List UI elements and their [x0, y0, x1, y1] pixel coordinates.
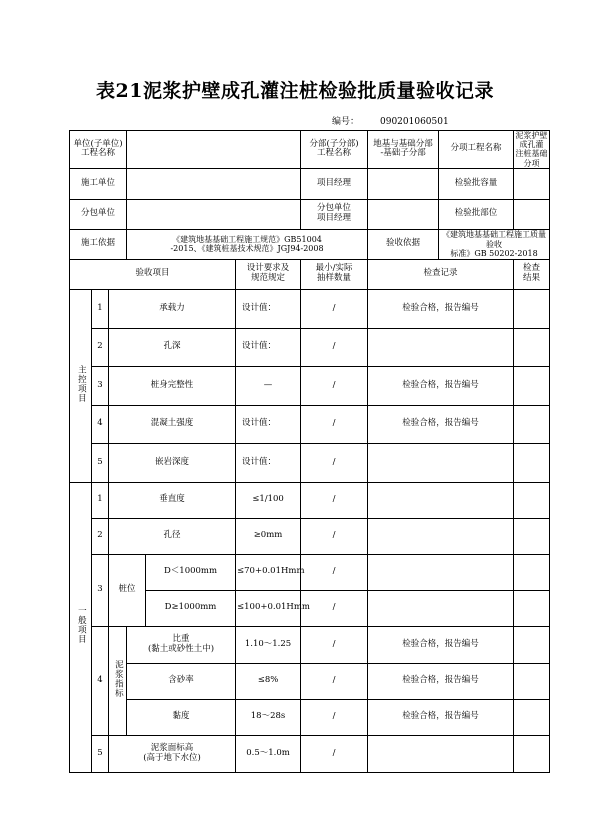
- general-group-label: 一般项目: [76, 606, 87, 645]
- main-item-no: 4: [92, 405, 109, 443]
- acceptance-basis-label: 验收依据: [368, 229, 439, 259]
- general-item-design[interactable]: ≤70+0.01Hmm: [236, 554, 301, 590]
- construction-basis-label: 施工依据: [70, 229, 127, 259]
- main-item-name: 承载力: [109, 289, 236, 328]
- mud-index-group: [109, 626, 127, 735]
- main-item-sample[interactable]: /: [301, 328, 368, 366]
- main-item-design[interactable]: 设计值：: [236, 443, 301, 482]
- general-item-result[interactable]: [514, 482, 550, 518]
- main-item-sample[interactable]: /: [301, 366, 368, 405]
- contractor-value[interactable]: [127, 168, 301, 199]
- column-sample: 最小/实际 抽样数量: [301, 259, 368, 289]
- main-control-group: [70, 289, 92, 482]
- general-item-result[interactable]: [514, 626, 550, 663]
- column-design: 设计要求及 规范规定: [236, 259, 301, 289]
- general-item-record[interactable]: 检验合格，报告编号: [368, 626, 514, 663]
- general-item-no: 1: [92, 482, 109, 518]
- general-item-sample[interactable]: /: [301, 482, 368, 518]
- main-item-result[interactable]: [514, 289, 550, 328]
- main-item-sample[interactable]: /: [301, 289, 368, 328]
- main-item-result[interactable]: [514, 328, 550, 366]
- record-code: [332, 114, 449, 127]
- general-item-sample[interactable]: /: [301, 663, 368, 699]
- sub-project-manager-label: 分包单位 项目经理: [301, 199, 368, 229]
- construction-basis-value[interactable]: 《建筑地基基础工程施工规范》GB51004 -2015、《建筑桩基技术规范》JGJ94-2008: [127, 229, 368, 259]
- general-item-design[interactable]: ≤8%: [236, 663, 301, 699]
- general-item-design[interactable]: 18～28s: [236, 699, 301, 735]
- column-result: 检查 结果: [514, 259, 550, 289]
- general-item-design[interactable]: ≤100+0.01Hmm: [236, 590, 301, 626]
- general-item-sample[interactable]: /: [301, 626, 368, 663]
- general-item-sample[interactable]: /: [301, 735, 368, 772]
- project-manager-label: 项目经理: [301, 168, 368, 199]
- general-sub-item-name: D≥1000mm: [146, 590, 236, 626]
- main-item-name: 混凝土强度: [109, 405, 236, 443]
- main-item-sample[interactable]: /: [301, 405, 368, 443]
- subcontractor-value[interactable]: [127, 199, 301, 229]
- sub-project-manager-value[interactable]: [368, 199, 439, 229]
- general-item-sample[interactable]: /: [301, 518, 368, 554]
- mud-index-label: 泥浆指标: [113, 659, 124, 698]
- general-item-name: 泥浆面标高 (高于地下水位): [109, 735, 236, 772]
- general-item-record[interactable]: 检验合格，报告编号: [368, 663, 514, 699]
- main-item-design[interactable]: 设计值：: [236, 289, 301, 328]
- sub-item-label: 分项工程名称: [439, 131, 514, 169]
- code-value: 090201060501: [380, 117, 449, 127]
- general-item-result[interactable]: [514, 590, 550, 626]
- main-item-record[interactable]: [368, 328, 514, 366]
- project-manager-value[interactable]: [368, 168, 439, 199]
- main-item-result[interactable]: [514, 443, 550, 482]
- batch-part-value[interactable]: [514, 199, 550, 229]
- code-label: 编号：: [332, 117, 360, 127]
- main-item-no: 2: [92, 328, 109, 366]
- inspection-table: [69, 130, 550, 773]
- contractor-label: 施工单位: [70, 168, 127, 199]
- general-item-record[interactable]: [368, 735, 514, 772]
- general-sub-item-name: 比重 (黏土或砂性土中): [127, 626, 236, 663]
- sub-item-value[interactable]: 泥浆护壁成孔灌 注桩基础分项: [515, 131, 548, 168]
- main-item-record[interactable]: [368, 443, 514, 482]
- main-control-group-label: 主控项目: [76, 364, 87, 403]
- main-item-name: 嵌岩深度: [109, 443, 236, 482]
- general-item-no: 2: [92, 518, 109, 554]
- unit-name-label: 单位(子单位) 工程名称: [70, 131, 127, 169]
- batch-part-label: 检验批部位: [439, 199, 514, 229]
- general-item-record[interactable]: [368, 482, 514, 518]
- general-item-result[interactable]: [514, 735, 550, 772]
- page-title: 表21泥浆护壁成孔灌注桩检验批质量验收记录: [96, 80, 494, 102]
- acceptance-basis-value[interactable]: 《建筑地基基础工程施工质量验收 标准》GB 50202-2018: [439, 229, 550, 259]
- main-item-name: 孔深: [109, 328, 236, 366]
- main-item-result[interactable]: [514, 405, 550, 443]
- batch-capacity-value[interactable]: [514, 168, 550, 199]
- main-item-record[interactable]: 检验合格，报告编号: [368, 366, 514, 405]
- general-item-design[interactable]: 0.5～1.0m: [236, 735, 301, 772]
- main-item-no: 1: [92, 289, 109, 328]
- main-item-design[interactable]: —: [236, 366, 301, 405]
- main-item-sample[interactable]: /: [301, 443, 368, 482]
- general-item-design[interactable]: ≤1/100: [236, 482, 301, 518]
- batch-capacity-label: 检验批容量: [439, 168, 514, 199]
- subcontractor-label: 分包单位: [70, 199, 127, 229]
- general-item-no: 5: [92, 735, 109, 772]
- column-item: 验收项目: [70, 259, 236, 289]
- general-sub-item-name: D＜1000mm: [146, 554, 236, 590]
- general-sub-item-name: 黏度: [127, 699, 236, 735]
- sub-department-value[interactable]: 地基与基础分部 -基础子分部: [368, 131, 439, 169]
- general-item-name: 桩位: [109, 554, 146, 626]
- general-item-result[interactable]: [514, 518, 550, 554]
- general-item-result[interactable]: [514, 663, 550, 699]
- main-item-design[interactable]: 设计值：: [236, 328, 301, 366]
- main-item-no: 3: [92, 366, 109, 405]
- general-item-result[interactable]: [514, 554, 550, 590]
- general-item-sample[interactable]: /: [301, 590, 368, 626]
- main-item-record[interactable]: 检验合格，报告编号: [368, 405, 514, 443]
- general-item-sample[interactable]: /: [301, 554, 368, 590]
- general-item-sample[interactable]: /: [301, 699, 368, 735]
- main-item-no: 5: [92, 443, 109, 482]
- general-group: [70, 482, 92, 772]
- general-item-record[interactable]: 检验合格，报告编号: [368, 699, 514, 735]
- general-item-record[interactable]: [368, 590, 514, 626]
- sub-department-label: 分部(子分部) 工程名称: [301, 131, 368, 169]
- column-record: 检查记录: [368, 259, 514, 289]
- general-item-no: 4: [92, 626, 109, 735]
- general-item-name: 垂直度: [109, 482, 236, 518]
- general-item-design[interactable]: ≥0mm: [236, 518, 301, 554]
- main-item-design[interactable]: 设计值：: [236, 405, 301, 443]
- general-sub-item-name: 含砂率: [127, 663, 236, 699]
- main-item-result[interactable]: [514, 366, 550, 405]
- general-item-name: 孔径: [109, 518, 236, 554]
- general-item-result[interactable]: [514, 699, 550, 735]
- main-item-name: 桩身完整性: [109, 366, 236, 405]
- general-item-record[interactable]: [368, 554, 514, 590]
- general-item-design[interactable]: 1.10～1.25: [236, 626, 301, 663]
- main-item-record[interactable]: 检验合格，报告编号: [368, 289, 514, 328]
- unit-name-value[interactable]: [127, 131, 301, 169]
- general-item-no: 3: [92, 554, 109, 626]
- general-item-record[interactable]: [368, 518, 514, 554]
